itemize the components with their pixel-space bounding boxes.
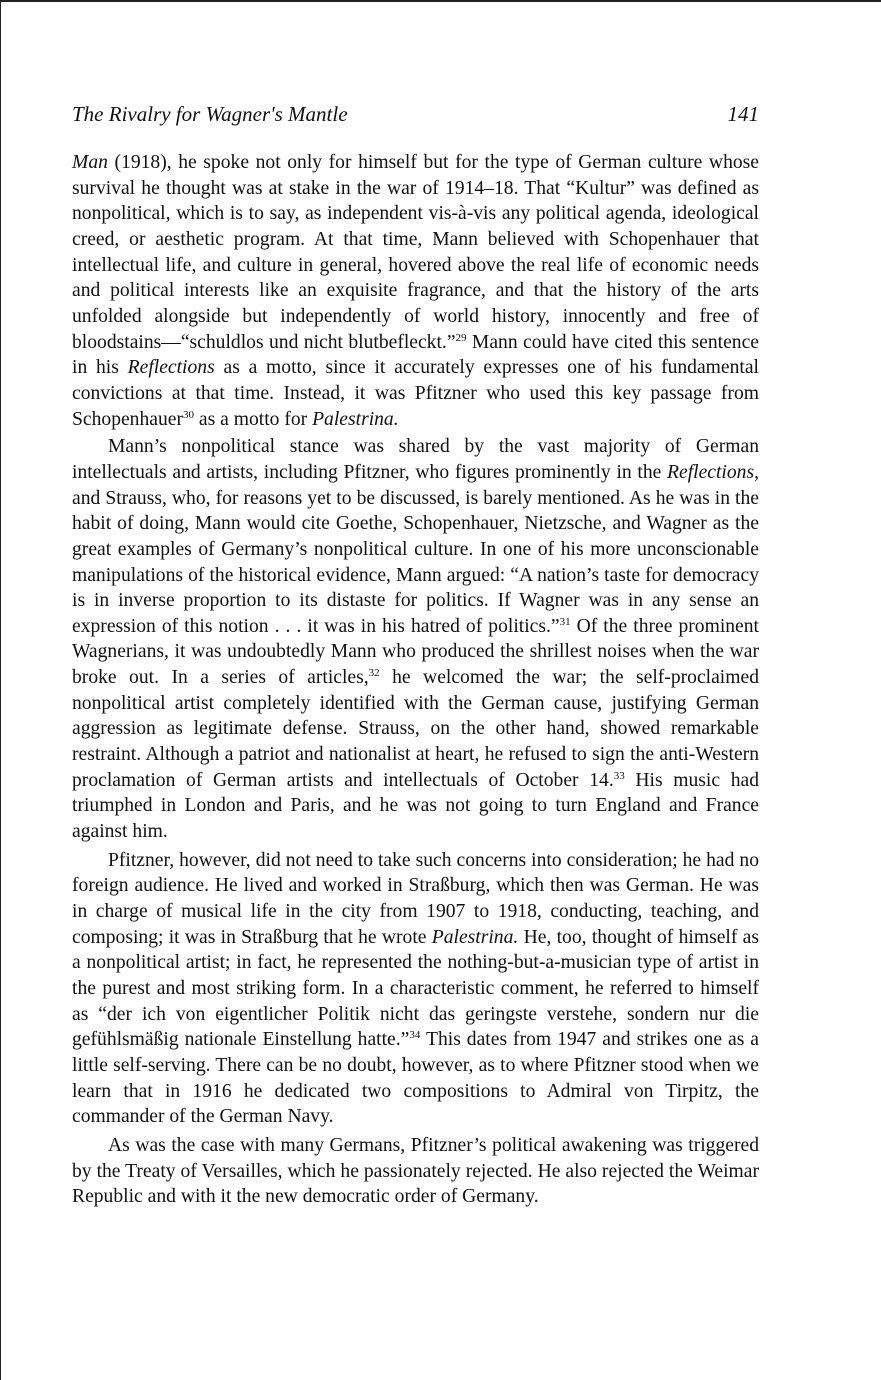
paragraph-3 [72, 848, 759, 1130]
italic-text: Palestrina. [431, 926, 519, 948]
body-text [72, 150, 759, 1210]
page-number: 141 [727, 102, 759, 126]
text-run: This dates from 1947 and strikes one as a little self-serving. There can be no doubt, however, as to where Pfitzner stood when we learn that in 1916 he dedicated two compositions to Admiral von Tirpitz, the commander of the German Navy. [72, 1029, 759, 1128]
running-head [72, 100, 759, 128]
running-head-title: The Rivalry for Wagner's Mantle [72, 102, 348, 126]
footnote-ref: 31 [559, 615, 571, 628]
footnote-ref: 32 [368, 667, 380, 680]
footnote-ref: 34 [409, 1029, 421, 1042]
italic-text: Man [72, 152, 108, 173]
italic-text: Reflections, [667, 461, 759, 483]
text-run: He, too, thought of himself as a nonpolitical artist; in fact, he represented the nothing-but-a-musician type of artist in the purest and most striking form. In a characteristic comment, he referred to himself as “der ich von eigentlicher Politik nicht das geringste verstehe, sondern nur die gefühlsmäßig nationale Einstellung hatte.” [72, 926, 759, 1051]
italic-text: Reflections [127, 357, 215, 379]
footnote-ref: 33 [613, 769, 625, 782]
italic-text: Palestrina. [312, 408, 399, 430]
text-run: His music had triumphed in London and Paris, and he was not going to turn England and France against him. [72, 769, 759, 843]
text-run: as a motto for [194, 408, 313, 430]
footnote-ref: 30 [183, 408, 194, 421]
text-run: he welcomed the war; the self-proclaimed nonpolitical artist completely identified with the German cause, justifying German aggression as legitimate defense. Strauss, on the other hand, showed remarkable restraint. Although a patriot and nationalist at heart, he refused to sign the anti-Western proclamation of German artists and intellectuals of October 14. [72, 667, 759, 791]
text-run: and Strauss, who, for reasons yet to be discussed, is barely mentioned. As he was in the habit of doing, Mann would cite Goethe, Schopenhauer, Nietzsche, and Wagner as the great examples of Germany’s nonpolitical culture. In one of his more unconscionable manipulations of the historical evidence, Mann argued: “A nation’s taste for democracy is in inverse proportion to its distaste for politics. If Wagner was in any sense an expression of this notion . . . it was in his hatred of politics.” [72, 487, 759, 637]
footnote-ref: 29 [455, 331, 467, 344]
paragraph-2 [72, 434, 759, 845]
text-run: Mann could have cited this sentence in his [72, 331, 759, 379]
text-run: Pfitzner, however, did not need to take such concerns into consideration; he had no foreign audience. He lived and worked in Straßburg, which then was German. He was in charge of musical life in the city from 1907 to 1918, conducting, teaching, and composing; it was in Straßburg that he wrote [72, 849, 759, 948]
text-run: As was the case with many Germans, Pfitzner’s political awakening was triggered by the Treaty of Versailles, which he passionately rejected. He also rejected the Weimar Republic and with it the new democratic order of Germany. [72, 1134, 759, 1208]
text-run: as a motto, since it accurately expresses one of his fundamental convictions at that time. Instead, it was Pfitzner who used this key passage from Schopenhauer [72, 357, 759, 430]
text-run: (1918), he spoke not only for himself but for the type of German culture whose survival he thought was at stake in the war of 1914–18. That “Kultur” was defined as nonpolitical, which is to say, as independent vis-à-vis any political agenda, ideological creed, or aesthetic program. At that time, Mann believed with Schopenhauer that intellectual life, and culture in general, hovered above the real life of economic needs and political interests like an exquisite fragrance, and that the history of the arts unfolded alongside but independently of world history, innocently and free of bloodstains—“schuldlos und nicht blutbefleckt.” [72, 152, 759, 353]
paragraph-1 [72, 150, 759, 432]
text-run: Mann’s nonpolitical stance was shared by the vast majority of German intellectuals and artists, including Pfitzner, who figures prominently in the [72, 436, 759, 483]
paragraph-4 [72, 1133, 759, 1210]
text-run: Of the three prominent Wagnerians, it was undoubtedly Mann who produced the shrillest noises when the war broke out. In a series of articles, [72, 615, 759, 689]
